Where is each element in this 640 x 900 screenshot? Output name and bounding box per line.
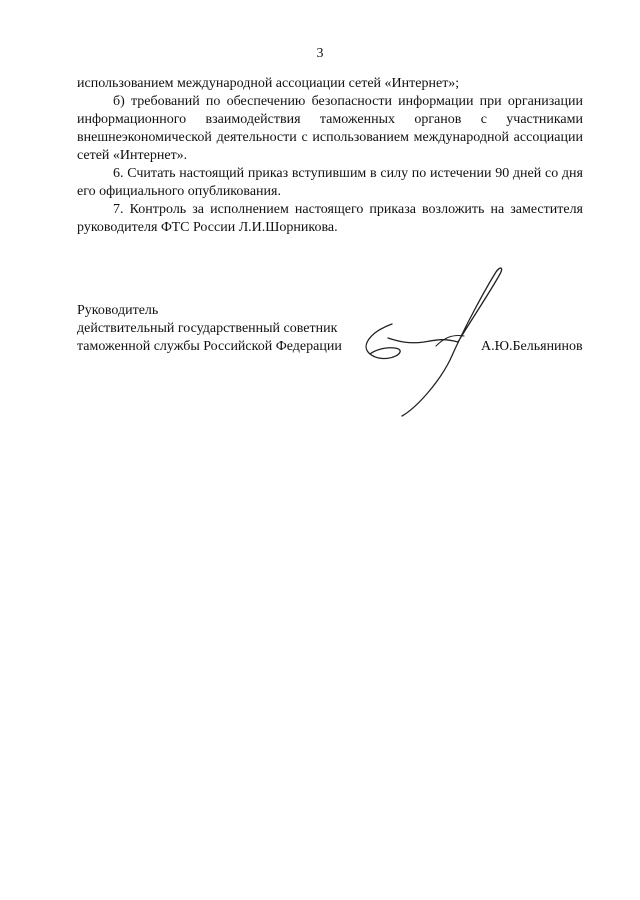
signatory-title-line-3: таможенной службы Российской Федерации: [77, 339, 342, 354]
page-number: 3: [316, 46, 324, 61]
document-body: [77, 75, 583, 237]
paragraph-item-7: 7. Контроль за исполнением настоящего приказа возложить на заместителя руководителя ФТС России Л.И.Шорникова.: [77, 202, 583, 235]
signatory-title-line-2: действительный государственный советник: [77, 321, 338, 336]
signatory-name: А.Ю.Бельянинов: [481, 339, 583, 354]
paragraph-item-b: б) требований по обеспечению безопасности информации при организации информационного взаимодействия таможенных органов с участниками внешнеэкономической деятельности с использованием международной ассоциации сетей «Интернет».: [77, 94, 583, 163]
signatory-title: [77, 302, 342, 356]
signatory-title-line-1: Руководитель: [77, 303, 159, 318]
paragraph-item-6: 6. Считать настоящий приказ вступившим в силу по истечении 90 дней со дня его официального опубликования.: [77, 166, 583, 199]
paragraph-continuation: использованием международной ассоциации сетей «Интернет»;: [77, 76, 460, 91]
